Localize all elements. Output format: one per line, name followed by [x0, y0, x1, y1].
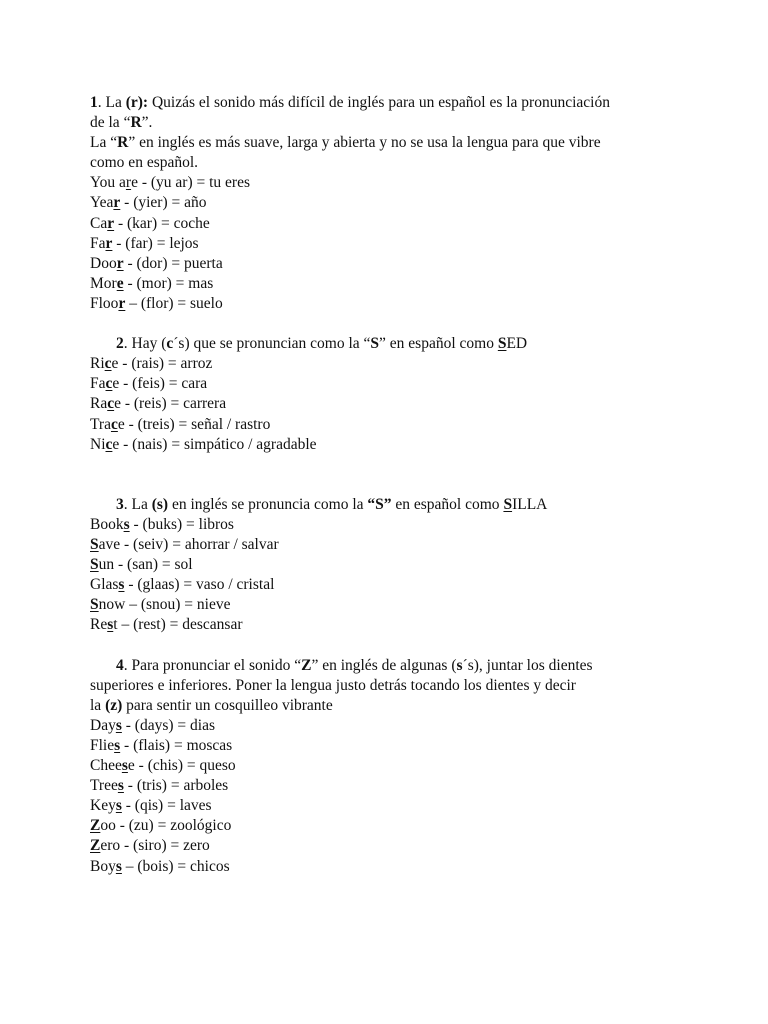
highlighted-letter: S [90, 596, 99, 614]
word-suffix: - (dor) = puerta [123, 254, 223, 272]
section3-word-list [90, 515, 710, 636]
word-prefix: Flie [90, 737, 115, 754]
word-suffix: e - (treis) = señal / rastro [117, 415, 271, 433]
word-prefix: Day [90, 716, 116, 734]
highlighted-letter: r [116, 254, 124, 272]
highlighted-letter: s [115, 716, 122, 734]
word-suffix: - (days) = dias [121, 716, 215, 734]
section4-heading: 4. Para pronunciar el sonido “Z” en inglés de algunas (s´s), juntar los dientes [116, 656, 593, 674]
word-entry [90, 857, 710, 877]
word-entry [90, 294, 710, 314]
word-entry [90, 234, 710, 254]
highlighted-letter: r [125, 174, 132, 192]
word-prefix: Book [90, 515, 124, 533]
word-suffix: - (mor) = mas [123, 274, 214, 292]
word-entry [90, 354, 710, 374]
section1-heading-line2: de la “R”. [90, 114, 153, 132]
section1-description: La “R” en inglés es más suave, larga y abierta y no se usa la lengua para que vibre [90, 134, 601, 152]
word-entry [90, 736, 710, 756]
word-prefix: Chee [90, 757, 122, 775]
word-entry [90, 214, 710, 234]
section3-heading: 3. La (s) en inglés se pronuncia como la “S” en español como SILLA [116, 495, 548, 513]
word-suffix: ave - (seiv) = ahorrar / salvar [98, 536, 279, 554]
word-prefix: Re [90, 616, 108, 634]
word-prefix: Tree [90, 777, 118, 795]
word-prefix: Ni [90, 435, 106, 453]
section2-word-list [90, 354, 710, 454]
section4-number: 4 [116, 656, 124, 674]
word-suffix: e - (chis) = queso [127, 757, 236, 775]
word-entry [90, 816, 710, 836]
highlighted-letter: s [114, 737, 121, 754]
highlighted-letter: e [116, 274, 124, 292]
word-entry [90, 193, 710, 213]
word-entry [90, 274, 710, 294]
word-entry [90, 515, 710, 535]
section4-heading-line2: superiores e inferiores. Poner la lengua justo detrás tocando los dientes y decir [90, 676, 576, 694]
document-page [90, 93, 710, 877]
word-prefix: Ra [90, 395, 108, 413]
highlighted-letter: s [115, 857, 122, 875]
word-suffix: t – (rest) = descansar [113, 616, 243, 634]
highlighted-letter: s [123, 515, 130, 533]
word-entry [90, 716, 710, 736]
highlighted-letter: r [113, 194, 121, 212]
word-prefix: Key [90, 797, 116, 815]
word-entry [90, 415, 710, 435]
section4-word-list [90, 716, 710, 877]
highlighted-letter: c [110, 415, 118, 433]
highlighted-letter: s [107, 616, 114, 634]
word-suffix: e - (reis) = carrera [114, 395, 227, 413]
word-suffix: - (yier) = año [120, 194, 207, 212]
highlighted-letter: c [104, 355, 112, 373]
highlighted-letter: s [121, 757, 128, 775]
highlighted-letter: Z [90, 817, 101, 835]
highlighted-letter: S [90, 536, 99, 554]
word-suffix: e - (feis) = cara [112, 375, 208, 393]
word-entry [90, 776, 710, 796]
word-prefix: Mor [90, 274, 117, 292]
highlighted-letter: r [118, 294, 126, 312]
word-entry [90, 535, 710, 555]
word-suffix: - (tris) = arboles [123, 777, 229, 795]
section2-heading: 2. Hay (c´s) que se pronuncian como la “S” en español como SED [116, 335, 528, 353]
word-entry [90, 756, 710, 776]
highlighted-letter: S [90, 556, 99, 574]
section2-number: 2 [116, 335, 124, 353]
word-suffix: oo - (zu) = zoológico [100, 817, 232, 835]
word-entry [90, 394, 710, 414]
highlighted-letter: c [105, 375, 113, 393]
word-prefix: Doo [90, 254, 117, 272]
word-prefix: Yea [90, 194, 114, 212]
word-prefix: Tra [90, 415, 111, 433]
word-entry [90, 575, 710, 595]
word-entry [90, 796, 710, 816]
highlighted-letter: s [118, 576, 125, 594]
word-suffix: ero - (siro) = zero [100, 837, 210, 855]
word-entry [90, 615, 710, 635]
section1-description-line2: como en español. [90, 154, 199, 172]
word-entry [90, 254, 710, 274]
word-entry [90, 595, 710, 615]
word-prefix: Floo [90, 294, 119, 312]
word-prefix: You a [90, 174, 126, 192]
word-suffix: – (bois) = chicos [121, 857, 230, 875]
word-prefix: Fa [90, 375, 106, 393]
word-suffix: - (far) = lejos [112, 234, 199, 252]
word-prefix: Ca [90, 214, 108, 232]
word-prefix: Fa [90, 234, 106, 252]
word-suffix: - (glaas) = vaso / cristal [124, 576, 275, 594]
word-entry [90, 836, 710, 856]
word-prefix: Ri [90, 355, 105, 373]
highlighted-letter: s [117, 777, 124, 795]
section1-number: 1 [90, 94, 98, 111]
word-prefix: Glas [90, 576, 119, 594]
highlighted-letter: Z [90, 837, 101, 855]
highlighted-letter: c [105, 435, 113, 453]
word-suffix: un - (san) = sol [98, 556, 193, 574]
word-suffix: - (qis) = laves [121, 797, 212, 815]
word-suffix: e - (yu ar) = tu eres [131, 174, 250, 192]
highlighted-letter: r [105, 234, 113, 252]
word-entry [90, 173, 710, 193]
section4-heading-line3: la (z) para sentir un cosquilleo vibrante [90, 696, 333, 714]
word-suffix: now – (snou) = nieve [98, 596, 231, 614]
section3-number: 3 [116, 495, 124, 513]
word-suffix: - (flais) = moscas [120, 737, 233, 754]
word-entry [90, 435, 710, 455]
section1-word-list [90, 173, 710, 314]
word-entry [90, 374, 710, 394]
highlighted-letter: r [107, 214, 115, 232]
word-entry [90, 555, 710, 575]
word-suffix: e - (nais) = simpático / agradable [112, 435, 317, 453]
word-prefix: Boy [90, 857, 116, 875]
word-suffix: e - (rais) = arroz [111, 355, 213, 373]
word-suffix: - (kar) = coche [114, 214, 210, 232]
highlighted-letter: c [107, 395, 115, 413]
word-suffix: - (buks) = libros [129, 515, 234, 533]
section1-heading: 1. La (r): Quizás el sonido más difícil de inglés para un español es la pronunciación [90, 94, 610, 111]
word-suffix: – (flor) = suelo [125, 294, 223, 312]
highlighted-letter: s [115, 797, 122, 815]
